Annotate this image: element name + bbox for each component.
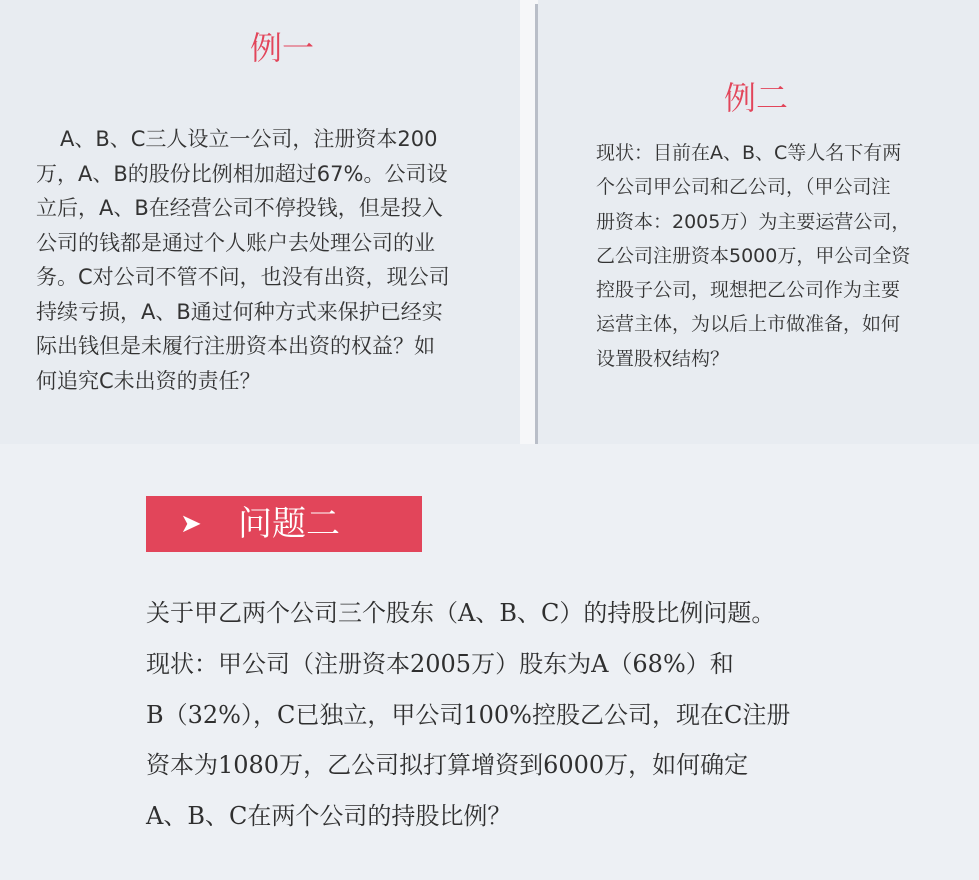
example-one-line: 何追究C未出资的责任？ [36, 368, 261, 393]
question-two-line: 现状：甲公司（注册资本2005万）股东为A（68%）和 [146, 649, 734, 678]
example-one-line: 务。C对公司不管不问，也没有出资，现公司 [36, 265, 450, 289]
question-two-banner [146, 496, 422, 552]
question-two-title: 问题二 [238, 504, 340, 544]
example-two-body [596, 136, 910, 376]
arrow-right-icon: ➤ [180, 509, 202, 539]
example-two-line: 现状：目前在A、B、C等人名下有两 [596, 142, 902, 164]
question-two-line: 资本为1080万，乙公司拟打算增资到6000万，如何确定 [146, 751, 749, 780]
example-one-line: 际出钱但是未履行注册资本出资的权益？如 [36, 334, 435, 358]
example-two-line: 册资本：2005万）为主要运营公司， [596, 210, 911, 233]
example-two-title: 例二 [724, 79, 789, 117]
example-two-line: 个公司甲公司和乙公司，（甲公司注 [596, 176, 891, 199]
example-one-title: 例一 [250, 29, 315, 67]
example-two-line: 设置股权结构？ [596, 347, 730, 370]
example-one-line: 立后，A、B在经营公司不停投钱，但是投入 [36, 196, 443, 220]
example-one-line: 公司的钱都是通过个人账户去处理公司的业 [36, 230, 435, 255]
example-two-line: 控股子公司，现想把乙公司作为主要 [596, 279, 901, 302]
question-two-line: A、B、C在两个公司的持股比例？ [146, 802, 512, 831]
question-two-line: 关于甲乙两个公司三个股东（A、B、C）的持股比例问题。 [146, 599, 776, 627]
example-two-line: 运营主体，为以后上市做准备，如何 [596, 313, 901, 336]
question-two-body [146, 588, 790, 842]
example-one-body [36, 122, 450, 398]
example-one-line: A、B、C三人设立一公司，注册资本200 [60, 127, 438, 151]
example-one-line: 万，A、B的股份比例相加超过67%。公司设 [36, 161, 448, 186]
example-one-line: 持续亏损，A、B通过何种方式来保护已经实 [36, 299, 443, 324]
question-two-line: B（32%），C已独立，甲公司100%控股乙公司，现在C注册 [146, 700, 791, 729]
example-two-line: 乙公司注册资本5000万，甲公司全资 [596, 244, 911, 267]
